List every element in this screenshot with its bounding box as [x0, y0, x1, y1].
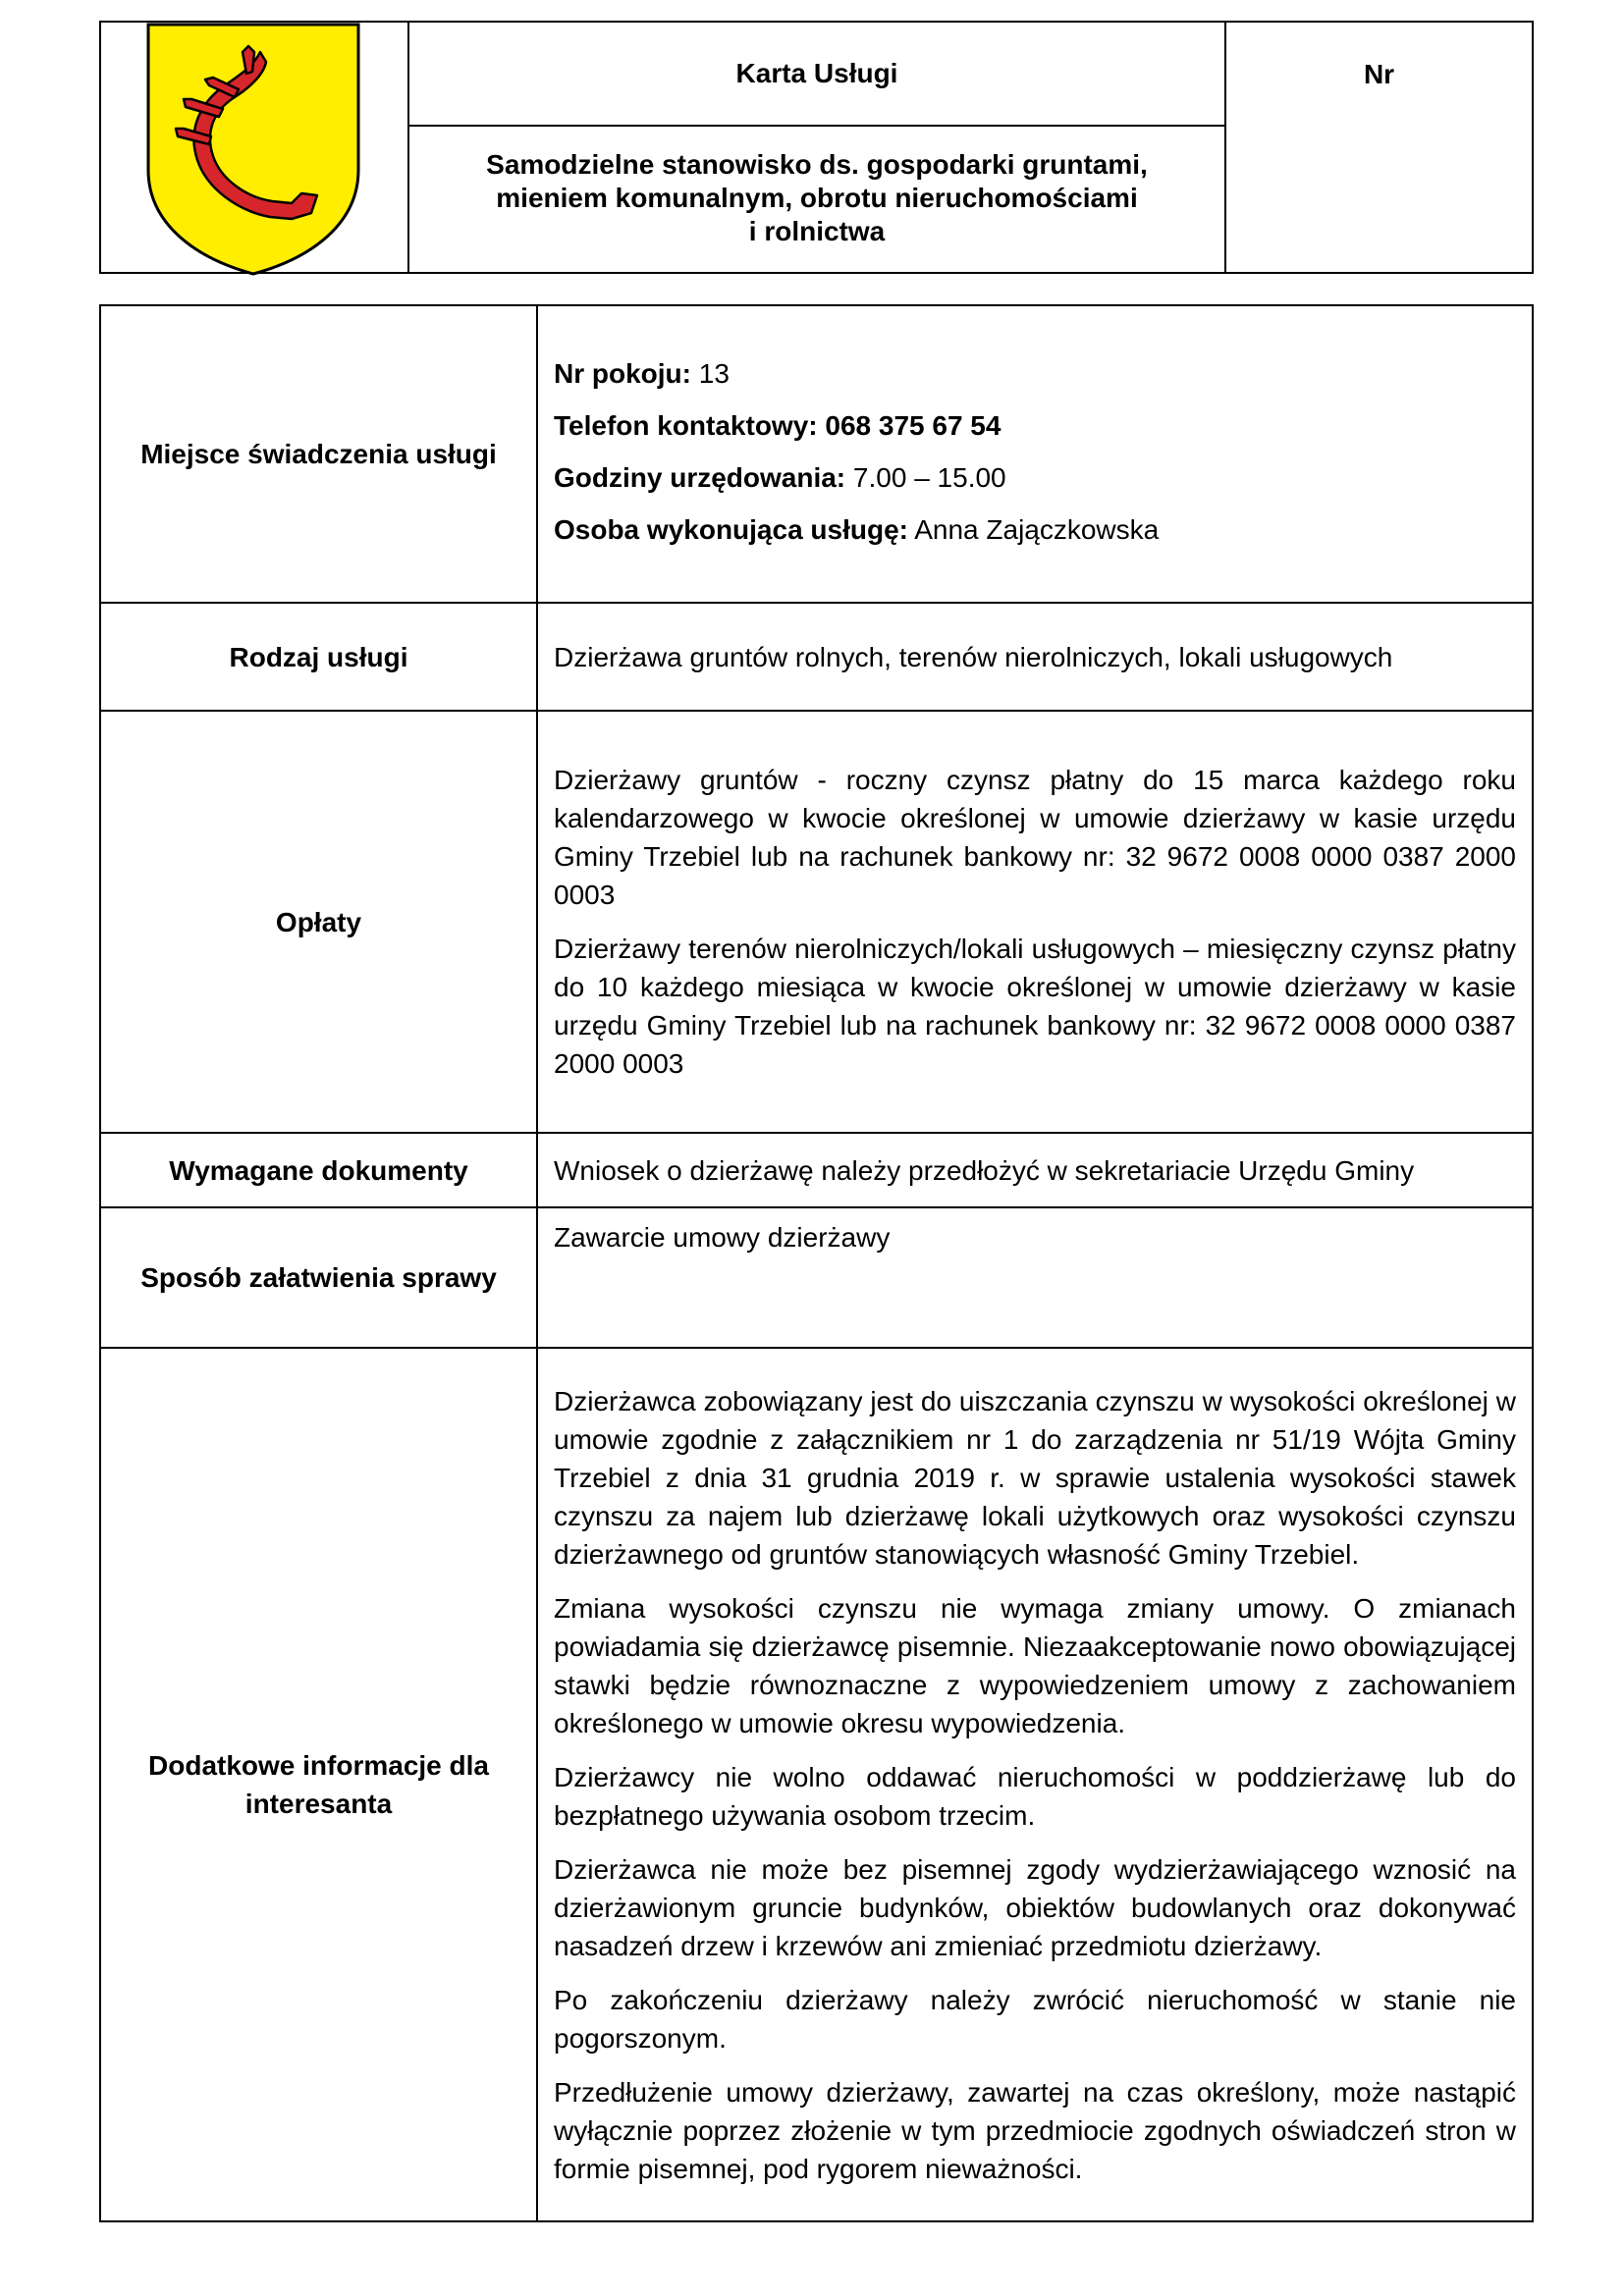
table-row [100, 603, 1533, 711]
room-line: Nr pokoju: 13 [554, 357, 730, 389]
row-content-dodatkowe [537, 1348, 1533, 2221]
table-row [100, 305, 1533, 603]
row-label-oplaty: Opłaty [100, 711, 537, 1133]
department-name [409, 127, 1224, 270]
info-paragraph: Po zakończeniu dzierżawy należy zwrócić nieruchomość w stanie nie pogorszonym. [554, 1984, 1516, 2054]
info-paragraph: Dzierżawca zobowiązany jest do uiszczania czynszu w wysokości określonej w umowie zgodnie z załącznikiem nr 1 do zarządzenia nr 51/19 Wójta Gminy Trzebiel z dnia 31 grudnia 2019 r. w sprawie ustalenia wysokości stawek czynszu za najem lub dzierżawę lokali użytkowych oraz wysokości czynszu dzierżawnego od gruntów stanowiących własność Gminy Trzebiel. [554, 1385, 1516, 1570]
department-line-3: i rolnictwa [748, 216, 886, 246]
logo-cell [101, 23, 409, 272]
phone-line: Telefon kontaktowy: 068 375 67 54 [554, 409, 1001, 441]
title-cell [409, 23, 1226, 272]
info-paragraph: Zmiana wysokości czynszu nie wymaga zmiany umowy. O zmianach powiadamia się dzierżawcę pisemnie. Niezaakceptowanie nowo obowiązującej stawki będzie równoznaczne z wypowiedzeniem umowy z zachowaniem określonego w umowie okresu wypowiedzenia. [554, 1592, 1516, 1738]
row-label-sposob: Sposób załatwienia sprawy [100, 1207, 537, 1348]
info-paragraph: Dzierżawcy nie wolno oddawać nieruchomości w poddzierżawę lub do bezpłatnego używania osobom trzecim. [554, 1761, 1516, 1831]
fee-paragraph: Dzierżawy gruntów - roczny czynsz płatny do 15 marca każdego roku kalendarzowego w kwocie określonej w umowie dzierżawy w kasie urzędu Gminy Trzebiel lub na rachunek bankowy nr: 32 9672 0008 0000 0387 2000 0003 [554, 765, 1516, 910]
row-content-oplaty [537, 711, 1533, 1133]
table-row [100, 1133, 1533, 1207]
service-details-table [99, 304, 1534, 2222]
row-label-miejsce: Miejsce świadczenia usługi [100, 305, 537, 603]
row-content-miejsce [537, 305, 1533, 603]
number-label: Nr [1363, 59, 1395, 89]
card-title: Karta Usługi [409, 23, 1224, 127]
table-row [100, 1207, 1533, 1348]
header-table [99, 21, 1534, 274]
info-paragraph: Przedłużenie umowy dzierżawy, zawartej na czas określony, może nastąpić wyłącznie poprzez złożenie w tym przedmiocie zgodnych oświadczeń stron w formie pisemnej, pod rygorem nieważności. [554, 2076, 1516, 2184]
table-row [100, 711, 1533, 1133]
row-label-rodzaj: Rodzaj usługi [100, 603, 537, 711]
department-line-2: mieniem komunalnym, obrotu nieruchomościami [496, 183, 1138, 213]
row-content-dokumenty: Wniosek o dzierżawę należy przedłożyć w sekretariacie Urzędu Gminy [537, 1133, 1533, 1207]
row-content-rodzaj: Dzierżawa gruntów rolnych, terenów nierolniczych, lokali usługowych [537, 603, 1533, 711]
coat-of-arms-antler-icon [144, 23, 362, 276]
info-paragraph: Dzierżawca nie może bez pisemnej zgody wydzierżawiającego wznosić na dzierżawionym gruncie budynków, obiektów budowlanych oraz dokonywać nasadzeń drzew i krzewów ani zmieniać przedmiotu dzierżawy. [554, 1853, 1516, 1961]
table-row [100, 1348, 1533, 2221]
row-label-dokumenty: Wymagane dokumenty [100, 1133, 537, 1207]
hours-line: Godziny urzędowania: 7.00 – 15.00 [554, 461, 1006, 493]
row-content-sposob: Zawarcie umowy dzierżawy [537, 1207, 1533, 1348]
person-line: Osoba wykonująca usługę: Anna Zajączkowska [554, 513, 1160, 545]
fee-paragraph: Dzierżawy terenów nierolniczych/lokali usługowych – miesięczny czynsz płatny do 10 każdego miesiąca w kwocie określonej w umowie dzierżawy w kasie urzędu Gminy Trzebiel lub na rachunek bankowy nr: 32 9672 0008 0000 0387 2000 0003 [554, 934, 1516, 1079]
row-label-dodatkowe: Dodatkowe informacje dla interesanta [100, 1348, 537, 2221]
department-line-1: Samodzielne stanowisko ds. gospodarki gruntami, [486, 149, 1148, 180]
